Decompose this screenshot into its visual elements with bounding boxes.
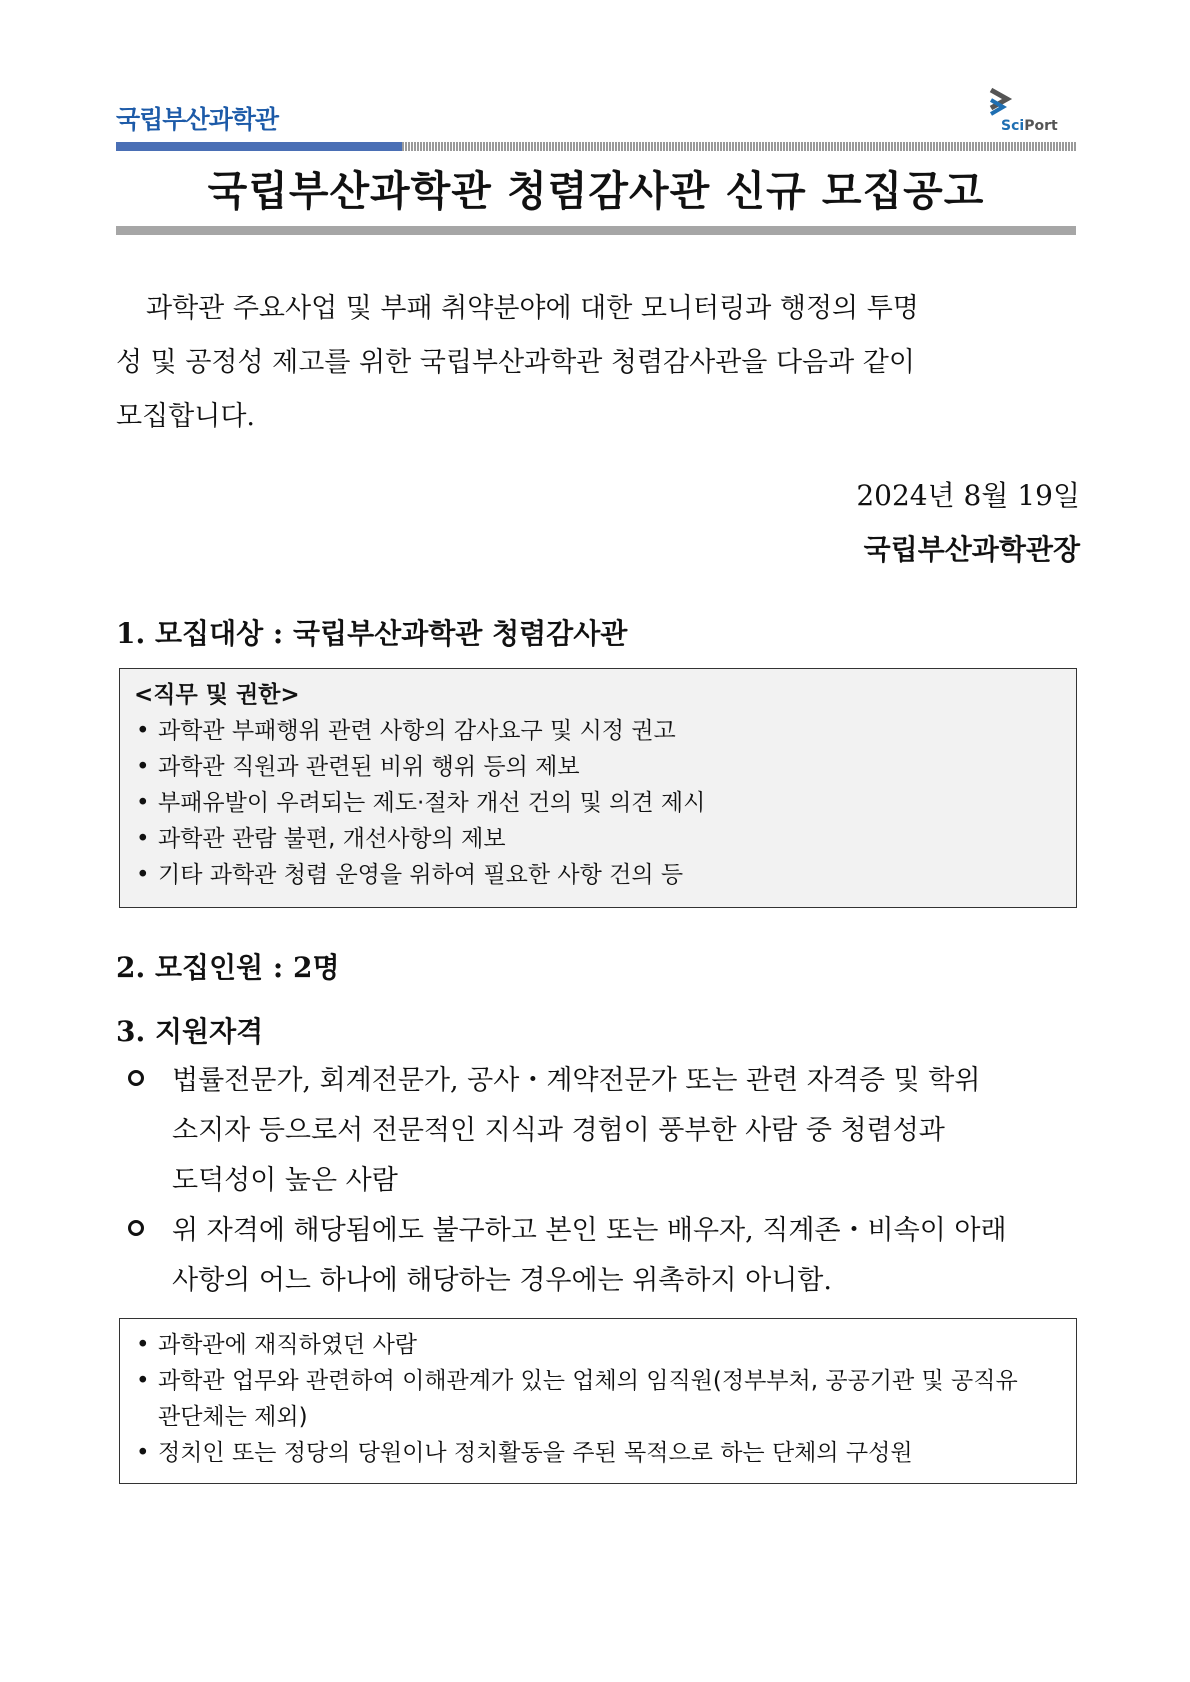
qualification-continuation: 사항의 어느 하나에 해당하는 경우에는 위촉하지 아니함.	[172, 1265, 832, 1296]
duty-item: • 기타 과학관 청렴 운영을 위하여 필요한 사항 건의 등	[134, 857, 1062, 893]
duty-item: • 부패유발이 우려되는 제도·절차 개선 건의 및 의견 제시	[134, 785, 1062, 821]
title-underline	[116, 226, 1076, 235]
signatory: 국립부산과학관장	[863, 533, 1080, 566]
section3-heading: 3. 지원자격	[116, 1015, 264, 1048]
org-logo: 국립부산과학관	[116, 105, 279, 134]
circle-bullet-icon	[128, 1220, 144, 1236]
duties-box-title: <직무 및 권한>	[134, 682, 300, 708]
duty-item: • 과학관 부패행위 관련 사항의 감사요구 및 시정 권고	[134, 713, 1062, 749]
section1-heading: 1. 모집대상 : 국립부산과학관 청렴감사관	[116, 617, 628, 650]
intro-line: 과학관 주요사업 및 부패 취약분야에 대한 모니터링과 행정의 투명	[146, 293, 919, 324]
intro-line: 모집합니다.	[116, 401, 255, 432]
intro-line: 성 및 공정성 제고를 위한 국립부산과학관 청렴감사관을 다음과 같이	[116, 347, 915, 378]
qualification-continuation: 도덕성이 높은 사람	[172, 1165, 398, 1196]
qualification-item: 법률전문가, 회계전문가, 공사・계약전문가 또는 관련 자격증 및 학위	[128, 1056, 1082, 1106]
exclusion-item: • 과학관 업무와 관련하여 이해관계가 있는 업체의 임직원(정부부처, 공공기관 및 공직유관단체는 제외)	[134, 1363, 1062, 1435]
qualification-continuation: 소지자 등으로서 전문적인 지식과 경험이 풍부한 사람 중 청렴성과	[172, 1115, 945, 1146]
exclusion-item: • 정치인 또는 정당의 당원이나 정치활동을 주된 목적으로 하는 단체의 구성원	[134, 1435, 1062, 1471]
sciport-logo-text: SciPort	[1001, 118, 1058, 134]
exclusion-item: • 과학관에 재직하였던 사람	[134, 1327, 1062, 1363]
duties-box	[119, 668, 1077, 908]
sciport-logo	[985, 86, 1075, 142]
header-rule	[116, 142, 1076, 151]
duty-item: • 과학관 직원과 관련된 비위 행위 등의 제보	[134, 749, 1062, 785]
exclusions-box	[119, 1318, 1077, 1484]
sciport-logo-icon	[985, 86, 1021, 120]
page-title: 국립부산과학관 청렴감사관 신규 모집공고	[207, 167, 985, 215]
section2-heading: 2. 모집인원 : 2명	[116, 951, 340, 984]
qualification-item: 위 자격에 해당됨에도 불구하고 본인 또는 배우자, 직계존・비속이 아래	[128, 1206, 1082, 1256]
qualification-list	[128, 1056, 1082, 1306]
duty-item: • 과학관 관람 불편, 개선사항의 제보	[134, 821, 1062, 857]
announcement-date: 2024년 8월 19일	[856, 479, 1080, 512]
circle-bullet-icon	[128, 1070, 144, 1086]
intro-paragraph	[116, 282, 1080, 444]
